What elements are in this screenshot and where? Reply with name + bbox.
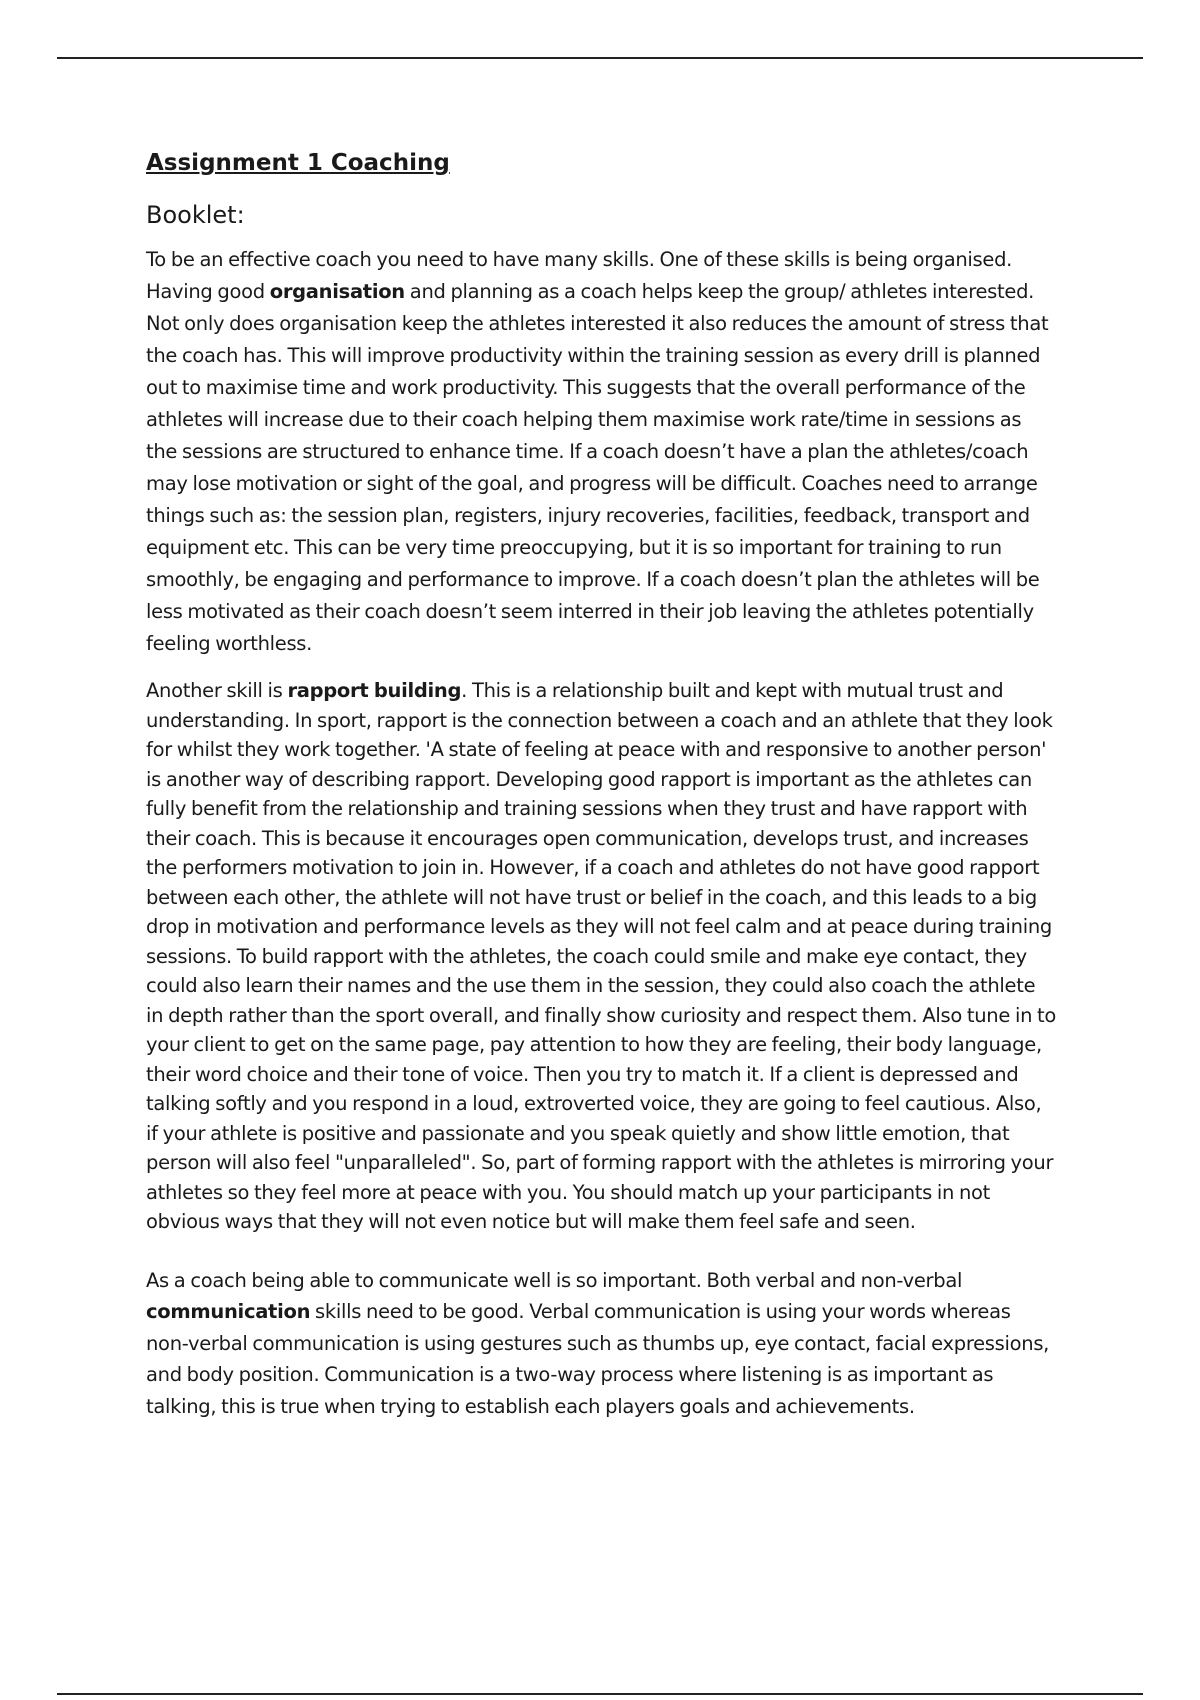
footer-rule <box>57 1693 1143 1695</box>
keyword-rapport-building: rapport building <box>287 679 462 702</box>
header-rule <box>57 57 1143 59</box>
paragraph-organisation <box>146 244 1056 660</box>
keyword-communication: communication <box>146 1300 311 1323</box>
paragraph-text: As a coach being able to communicate well is so important. Both verbal and non-verbal <box>146 1268 963 1292</box>
paragraph-communication <box>146 1265 1056 1423</box>
document-title: Assignment 1 Coaching <box>146 150 450 176</box>
keyword-organisation: organisation <box>269 280 405 303</box>
document-subtitle: Booklet: <box>146 201 245 229</box>
paragraph-text: Another skill is <box>146 679 288 702</box>
paragraph-text: and planning as a coach helps keep the group/ athletes interested. Not only does organisation keep the athletes interested it also reduces the amount of stress that the coach has. This will improve productivity within the training session as every drill is planned out to maximise time and work productivity. This suggests that the overall performance of the athletes will increase due to their coach helping them maximise work rate/time in sessions as the sessions are structured to enhance time. If a coach doesn’t have a plan the athletes/coach may lose motivation or sight of the goal, and progress will be difficult. Coaches need to arrange things such as: the session plan, registers, injury recoveries, facilities, feedback, transport and equipment etc. This can be very time preoccupying, but it is so important for training to run smoothly, be engaging and performance to improve. If a coach doesn’t plan the athletes will be less motivated as their coach doesn’t seem interred in their job leaving the athletes potentially feeling worthless. <box>146 280 1049 655</box>
paragraph-text: skills need to be good. Verbal communication is using your words whereas non-verbal communication is using gestures such as thumbs up, eye contact, facial expressions, and body position. Communication is a two-way process where listening is as important as talking, this is true when trying to establish each players goals and achievements. <box>146 1300 1050 1418</box>
paragraph-text: To be an effective coach you need to have many skills. One of these skills is being organised. Having good <box>146 248 1013 303</box>
paragraph-text: . This is a relationship built and kept with mutual trust and understanding. In sport, rapport is the connection between a coach and an athlete that they look for whilst they work together. 'A state of feeling at peace with and responsive to another person' is another way of describing rapport. Developing good rapport is important as the athletes can fully benefit from the relationship and training sessions when they trust and have rapport with their coach. This is because it encourages open communication, develops trust, and increases the performers motivation to join in. However, if a coach and athletes do not have good rapport between each other, the athlete will not have trust or belief in the coach, and this leads to a big drop in motivation and performance levels as they will not feel calm and at peace during training sessions. To build rapport with the athletes, the coach could smile and make eye contact, they could also learn their names and the use them in the session, they could also coach the athlete in depth rather than the sport overall, and finally show curiosity and respect them. Also tune in to your client to get on the same page, pay attention to how they are feeling, their body language, their word choice and their tone of voice. Then you try to match it. If a client is depressed and talking softly and you respond in a loud, extroverted voice, they are going to feel cautious. Also, if your athlete is positive and passionate and you speak quietly and show little emotion, that person will also feel "unparalleled". So, part of forming rapport with the athletes is mirroring your athletes so they feel more at peace with you. You should match up your participants in not obvious ways that they will not even notice but will make them feel safe and seen. <box>146 679 1056 1233</box>
document-body <box>146 146 1056 1422</box>
paragraph-rapport <box>146 676 1056 1237</box>
